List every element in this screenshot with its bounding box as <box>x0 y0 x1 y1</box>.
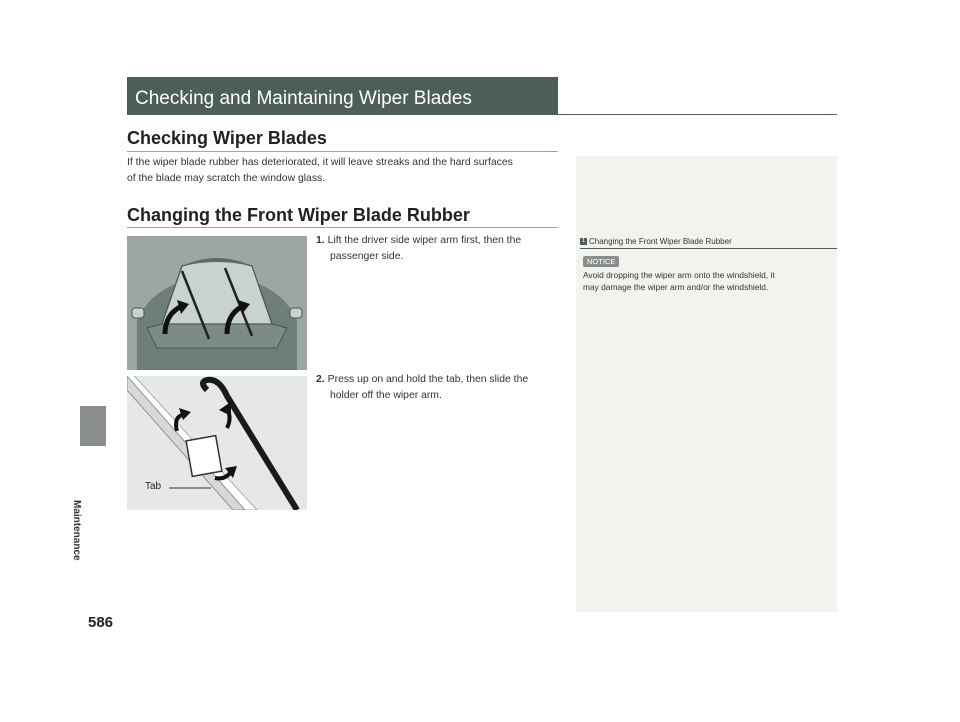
notice-badge: NOTICE <box>583 256 619 267</box>
heading-changing-blade-rubber: Changing the Front Wiper Blade Rubber <box>127 205 470 225</box>
heading-rule <box>127 227 558 228</box>
step-text: Press up on and hold the tab, then slide the <box>327 374 529 385</box>
banner-rule <box>558 114 837 115</box>
step-text: passenger side. <box>330 251 404 262</box>
tab-label: Tab <box>145 481 162 492</box>
car-front-illustration <box>127 236 307 370</box>
heading-checking-wiper-blades: Checking Wiper Blades <box>127 128 327 148</box>
heading-rule <box>127 151 558 152</box>
chapter-label: Maintenance <box>71 500 82 561</box>
note-text-line: may damage the wiper arm and/or the windshield. <box>583 282 769 292</box>
note-rule <box>580 248 837 249</box>
step-text: Lift the driver side wiper arm first, then the <box>327 235 522 246</box>
note-text <box>583 269 837 293</box>
step-2 <box>316 372 558 404</box>
note-title <box>580 237 732 246</box>
note-mark: 1 <box>581 238 586 245</box>
note-text-line: Avoid dropping the wiper arm onto the windshield, it <box>583 270 775 280</box>
chapter-tab <box>80 406 106 446</box>
page-number: 586 <box>88 614 114 631</box>
step-1 <box>316 233 558 265</box>
step-number: 2. <box>316 374 325 385</box>
step-number: 1. <box>316 235 325 246</box>
check-paragraph <box>127 155 567 187</box>
step-text: holder off the wiper arm. <box>330 390 442 401</box>
figure-lift-wiper-arms <box>127 236 307 370</box>
section-banner <box>127 77 558 115</box>
note-title-text: Changing the Front Wiper Blade Rubber <box>589 237 732 246</box>
section-title: Checking and Maintaining Wiper Blades <box>135 88 472 109</box>
note-panel <box>576 156 837 612</box>
figure-wiper-tab <box>127 376 307 510</box>
check-text-line: of the blade may scratch the window glass. <box>127 173 326 184</box>
check-text-line: If the wiper blade rubber has deteriorated, it will leave streaks and the hard surfaces <box>127 157 513 168</box>
